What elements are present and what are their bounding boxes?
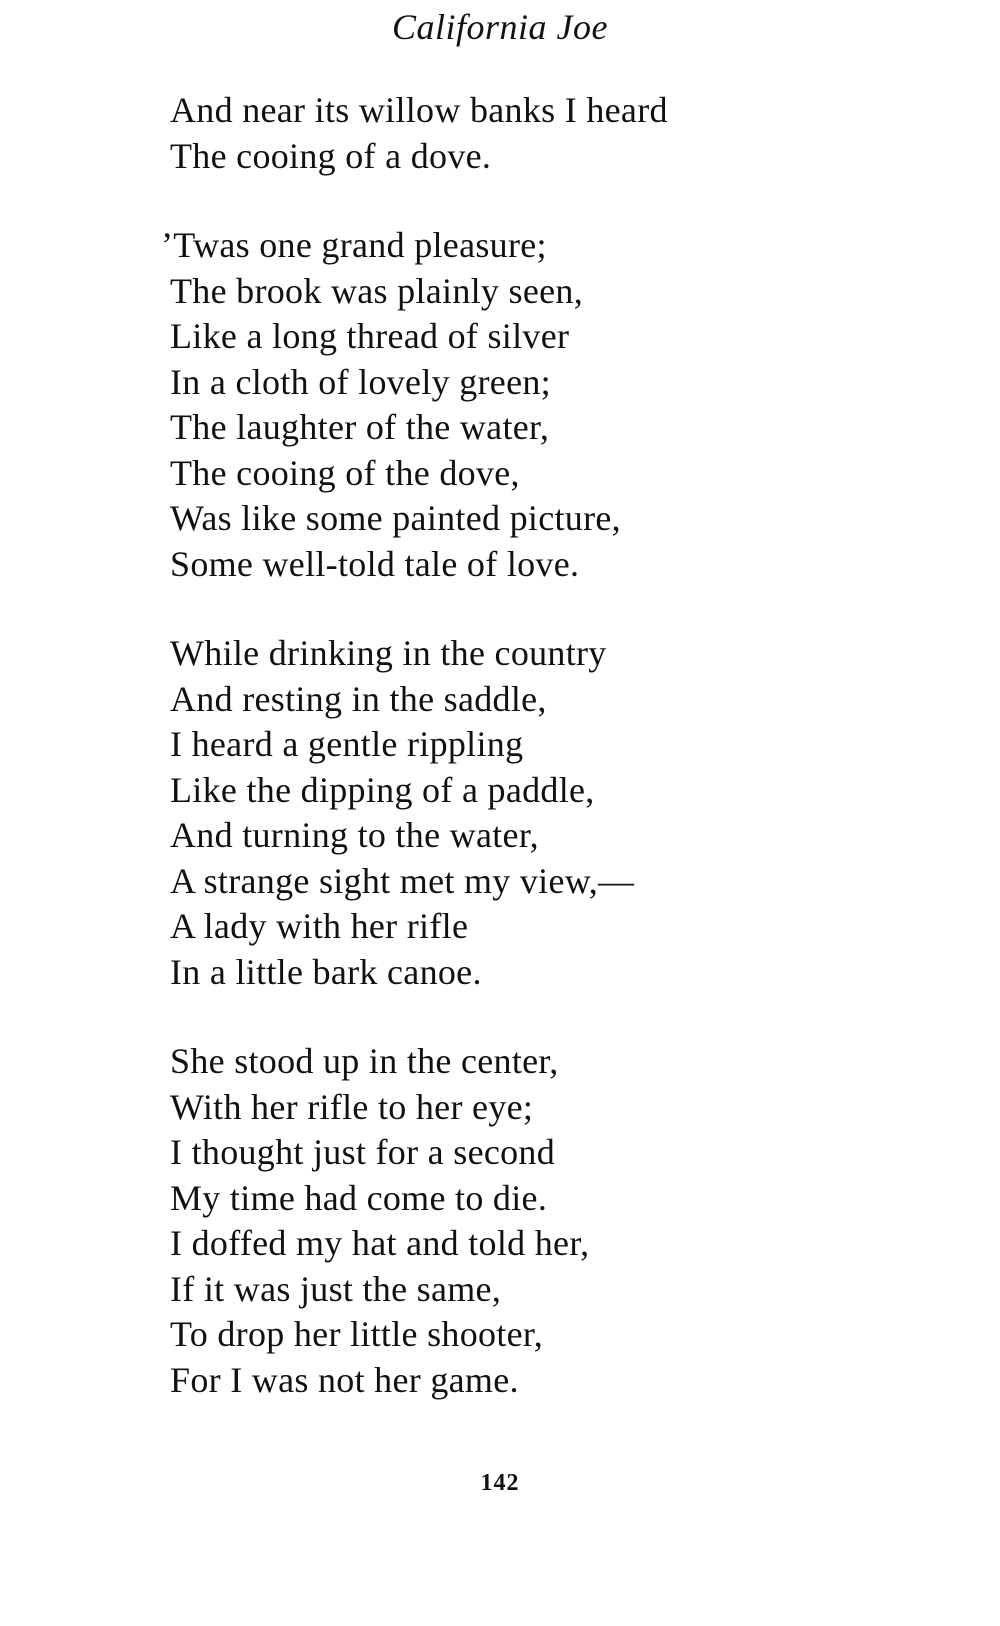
poem-line: Was like some painted picture, [170,498,621,538]
poem-line: Like a long thread of silver [170,316,570,356]
poem-line: A lady with her rifle [170,906,469,946]
poem-line: While drinking in the country [170,633,607,673]
poem-line: In a little bark canoe. [170,951,482,992]
stanza [161,223,930,587]
stanza [170,631,930,995]
poem-line: The laughter of the water, [170,407,550,447]
page-number: 142 [480,1470,520,1496]
poem-line: And near its willow banks I heard [170,90,668,130]
stanza [170,1039,930,1403]
poem-line: Like the dipping of a paddle, [170,769,595,810]
poem-line: With her rifle to her eye; [170,1086,534,1127]
poem-line: My time had come to die. [170,1177,548,1218]
poem-line: And turning to the water, [170,815,539,855]
poem-line: The cooing of the dove, [170,452,520,493]
poem-body [161,88,930,1447]
poem-line: I thought just for a second [170,1132,556,1172]
poem-line: In a cloth of lovely green; [170,361,551,402]
poem-line: ’Twas one grand pleasure; [161,225,547,265]
running-head: California Joe [392,7,608,47]
poem-line: And resting in the saddle, [170,678,547,719]
stanza [170,88,930,179]
poem-line: I doffed my hat and told her, [170,1223,590,1263]
poem-line: Some well-told tale of love. [170,543,580,584]
poem-line: The cooing of a dove. [170,135,492,176]
poem-line: I heard a gentle rippling [170,724,524,764]
poem-line: To drop her little shooter, [170,1314,544,1354]
poem-line: A strange sight met my view,— [170,860,635,901]
poem-line: For I was not her game. [170,1359,519,1400]
poem-line: If it was just the same, [170,1268,502,1309]
poem-line: The brook was plainly seen, [170,270,583,311]
poem-line: She stood up in the center, [170,1041,559,1081]
